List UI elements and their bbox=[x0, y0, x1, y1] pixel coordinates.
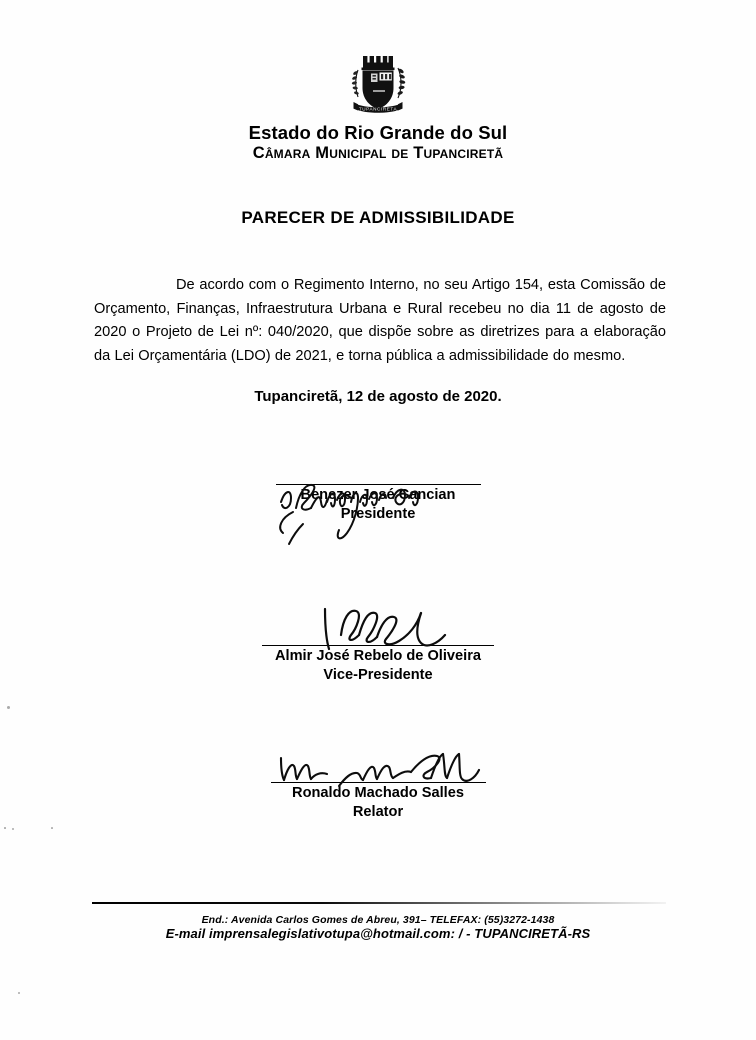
signature-rule bbox=[271, 782, 486, 783]
scan-speckle bbox=[51, 827, 53, 829]
scan-speckle bbox=[4, 827, 6, 829]
signature-rule bbox=[276, 484, 481, 485]
state-name: Estado do Rio Grande do Sul bbox=[248, 122, 508, 143]
scan-speckle bbox=[18, 992, 20, 994]
institution-name: Câmara Municipal de Tupanciretã bbox=[252, 144, 504, 162]
crest-container bbox=[0, 52, 756, 127]
signature-inner bbox=[276, 484, 481, 524]
footer-address: End.: Avenida Carlos Gomes de Abreu, 391– TELEFAX: (55)3272-1438 bbox=[201, 914, 555, 926]
signatory-name: Ronaldo Machado Salles bbox=[292, 785, 464, 801]
page-title: PARECER DE ADMISSIBILIDADE bbox=[241, 208, 515, 227]
signature-block bbox=[0, 645, 756, 685]
svg-text:TUPANCIRETA: TUPANCIRETA bbox=[358, 106, 398, 112]
place-and-date: Tupanciretã, 12 de agosto de 2020. bbox=[254, 388, 502, 405]
scan-speckle bbox=[12, 828, 14, 830]
signature-block bbox=[0, 782, 756, 822]
footer-divider bbox=[92, 902, 666, 904]
signature-block bbox=[0, 484, 756, 524]
scan-speckle bbox=[7, 706, 10, 709]
signature-inner bbox=[271, 782, 486, 822]
footer-email: E-mail imprensalegislativotupa@hotmail.com: / - TUPANCIRETÃ-RS bbox=[165, 926, 591, 941]
signature-inner bbox=[262, 645, 494, 685]
signatory-name: Benezer José Cancian bbox=[300, 487, 456, 503]
signature-rule bbox=[262, 645, 494, 646]
signatory-role: Presidente bbox=[340, 506, 416, 522]
signatory-role: Relator bbox=[352, 804, 404, 820]
signatory-name: Almir José Rebelo de Oliveira bbox=[274, 648, 481, 664]
signatory-role: Vice-Presidente bbox=[323, 667, 433, 683]
body-paragraph: De acordo com o Regimento Interno, no seu Artigo 154, esta Comissão de Orçamento, Finanças, Infraestrutura Urbana e Rural recebeu no dia 11 de agosto de 2020 o Projeto de Lei nº: 040/2020, que dispõe sobre as diretrizes para a elaboração da Lei Orçamentária (LDO) de 2021, e torna pública a admissibilidade do mesmo. bbox=[94, 277, 666, 364]
coat-of-arms-icon bbox=[341, 52, 415, 122]
